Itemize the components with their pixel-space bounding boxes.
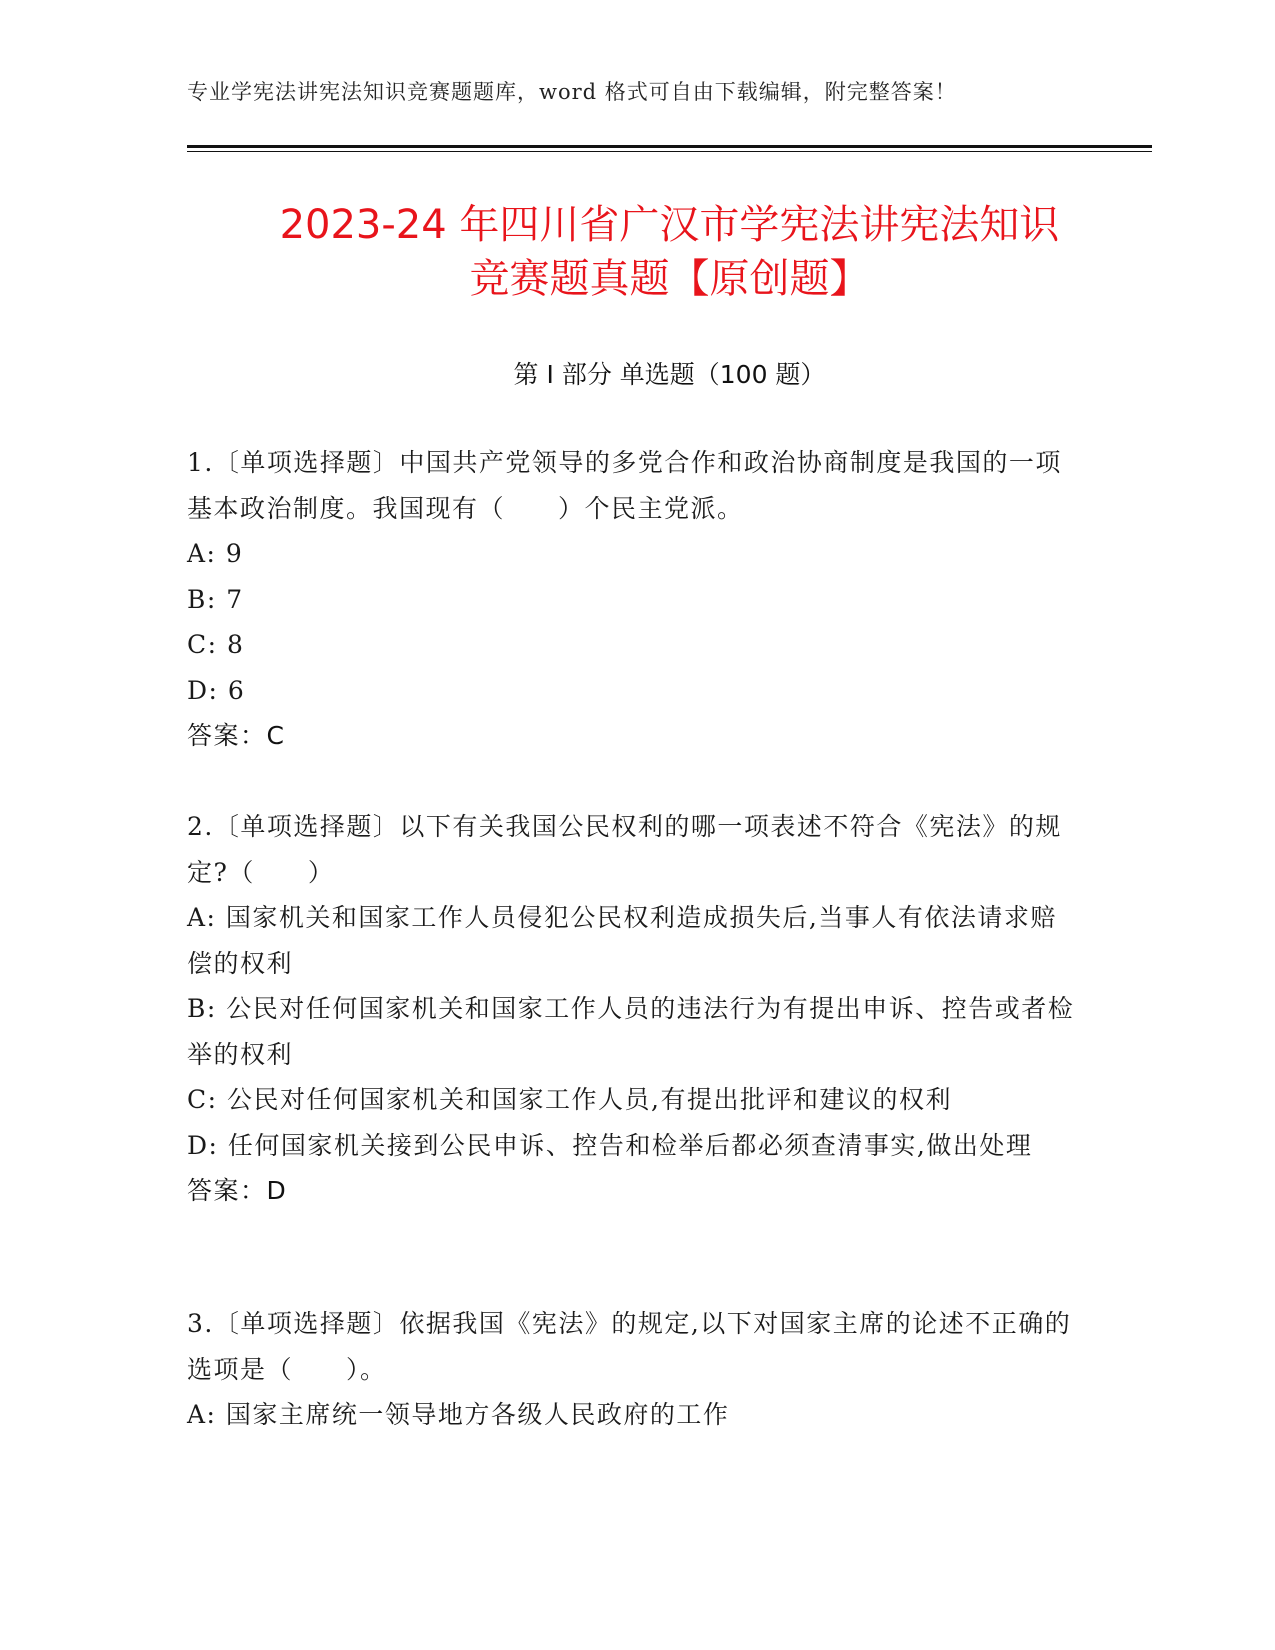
question-3: [187, 1301, 1077, 1438]
question-stem: 1.〔单项选择题〕中国共产党领导的多党合作和政治协商制度是我国的一项基本政治制度。我国现有（ ）个民主党派。: [187, 448, 1062, 523]
option-d: D: 任何国家机关接到公民申诉、控告和检举后都必须查清事实,做出处理: [187, 1130, 1033, 1160]
option-b: B: 公民对任何国家机关和国家工作人员的违法行为有提出申诉、控告或者检举的权利: [187, 994, 1075, 1069]
document-title-line-2: 竞赛题真题【原创题】: [469, 256, 870, 302]
option-d: D: 6: [187, 675, 246, 705]
option-a: A: 国家主席统一领导地方各级人民政府的工作: [187, 1400, 730, 1429]
option-c: C: 公民对任何国家机关和国家工作人员,有提出批评和建议的权利: [187, 1085, 952, 1114]
option-a: A: 9: [187, 539, 244, 568]
header-rule-thick: [187, 145, 1152, 148]
option-b: B: 7: [187, 584, 244, 614]
option-c: C: 8: [187, 630, 245, 659]
question-1: [187, 440, 1077, 759]
question-stem: 2.〔单项选择题〕以下有关我国公民权利的哪一项表述不符合《宪法》的规定?（ ）: [187, 812, 1062, 887]
document-title-line-1: 2023-24 年四川省广汉市学宪法讲宪法知识: [279, 202, 1060, 248]
header-rule-thin: [187, 151, 1152, 152]
question-stem: 3.〔单项选择题〕依据我国《宪法》的规定,以下对国家主席的论述不正确的选项是（ ）。: [187, 1309, 1072, 1384]
question-2: [187, 804, 1077, 1214]
header-note: 专业学宪法讲宪法知识竞赛题题库，word 格式可自由下载编辑，附完整答案！: [187, 80, 957, 104]
answer: 答案：C: [187, 721, 286, 750]
document-title: [187, 198, 1152, 306]
option-a: A: 国家机关和国家工作人员侵犯公民权利造成损失后,当事人有依法请求赔偿的权利: [187, 903, 1057, 978]
answer: 答案：D: [187, 1176, 288, 1205]
section-heading: 第 I 部分 单选题（100 题）: [513, 360, 826, 389]
